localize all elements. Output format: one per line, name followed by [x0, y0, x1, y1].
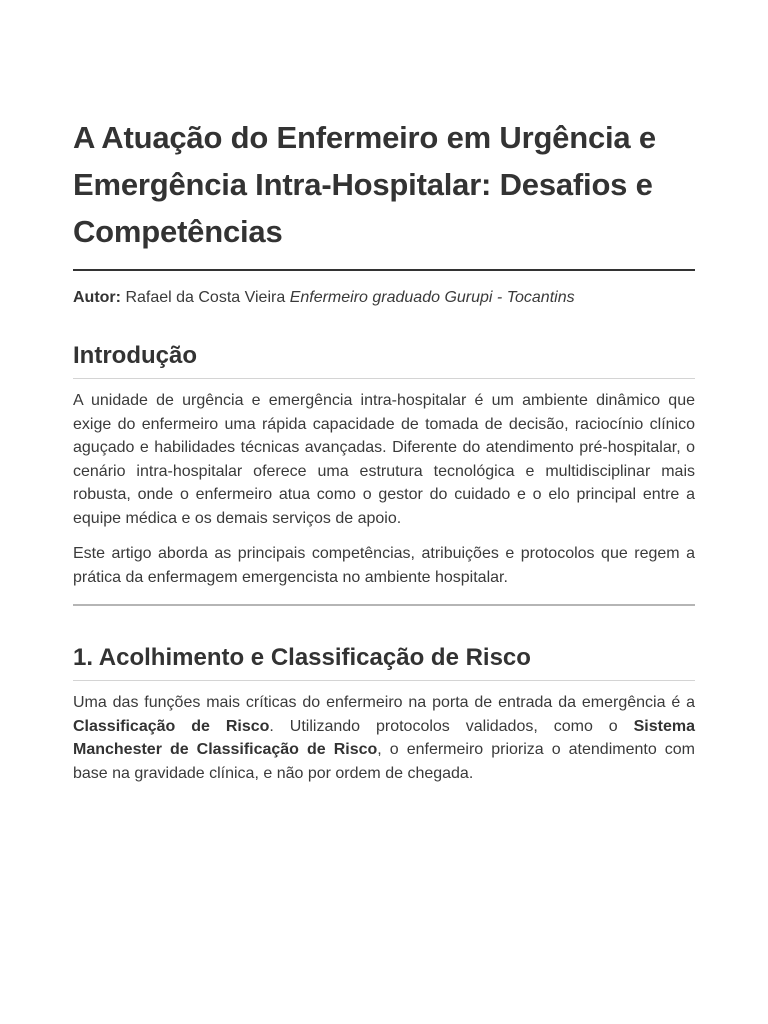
section-1-paragraph [73, 691, 695, 785]
author-name: Rafael da Costa Vieira [125, 289, 286, 306]
intro-paragraph-2: Este artigo aborda as principais competências, atribuições e protocolos que regem a prática da enfermagem emergencista no ambiente hospitalar. [73, 545, 695, 586]
author-label: Autor: [73, 289, 121, 306]
section-1-text-part-3: , o enfermeiro prioriza o atendimento com base na gravidade clínica, e não por ordem de chegada. [73, 741, 695, 782]
section-1-text-part-1: Uma das funções mais críticas do enfermeiro na porta de entrada da emergência é a [73, 694, 695, 711]
author-role: Enfermeiro graduado Gurupi - Tocantins [289, 289, 575, 306]
article-title: A Atuação do Enfermeiro em Urgência e Emergência Intra-Hospitalar: Desafios e Competências [73, 120, 656, 249]
section-1-text-part-2: . Utilizando protocolos validados, como o [269, 717, 634, 735]
section-1-heading: 1. Acolhimento e Classificação de Risco [73, 642, 695, 681]
intro-heading: Introdução [73, 340, 695, 379]
section-1-bold-manchester: Sistema Manchester de Classificação de Risco [73, 717, 695, 758]
section-divider [73, 604, 695, 606]
section-1-bold-classificacao: Classificação de Risco [73, 717, 270, 735]
title-divider [73, 269, 695, 271]
author-line [73, 287, 695, 309]
intro-paragraph-1: A unidade de urgência e emergência intra-hospitalar é um ambiente dinâmico que exige do enfermeiro uma rápida capacidade de tomada de decisão, raciocínio clínico aguçado e habilidades técnicas avançadas. Diferente do atendimento pré-hospitalar, o cenário intra-hospitalar oferece uma estrutura tecnológica e multidisciplinar mais robusta, onde o enfermeiro atua como o gestor do cuidado e o elo principal entre a equipe médica e os demais serviços de apoio. [73, 392, 695, 527]
